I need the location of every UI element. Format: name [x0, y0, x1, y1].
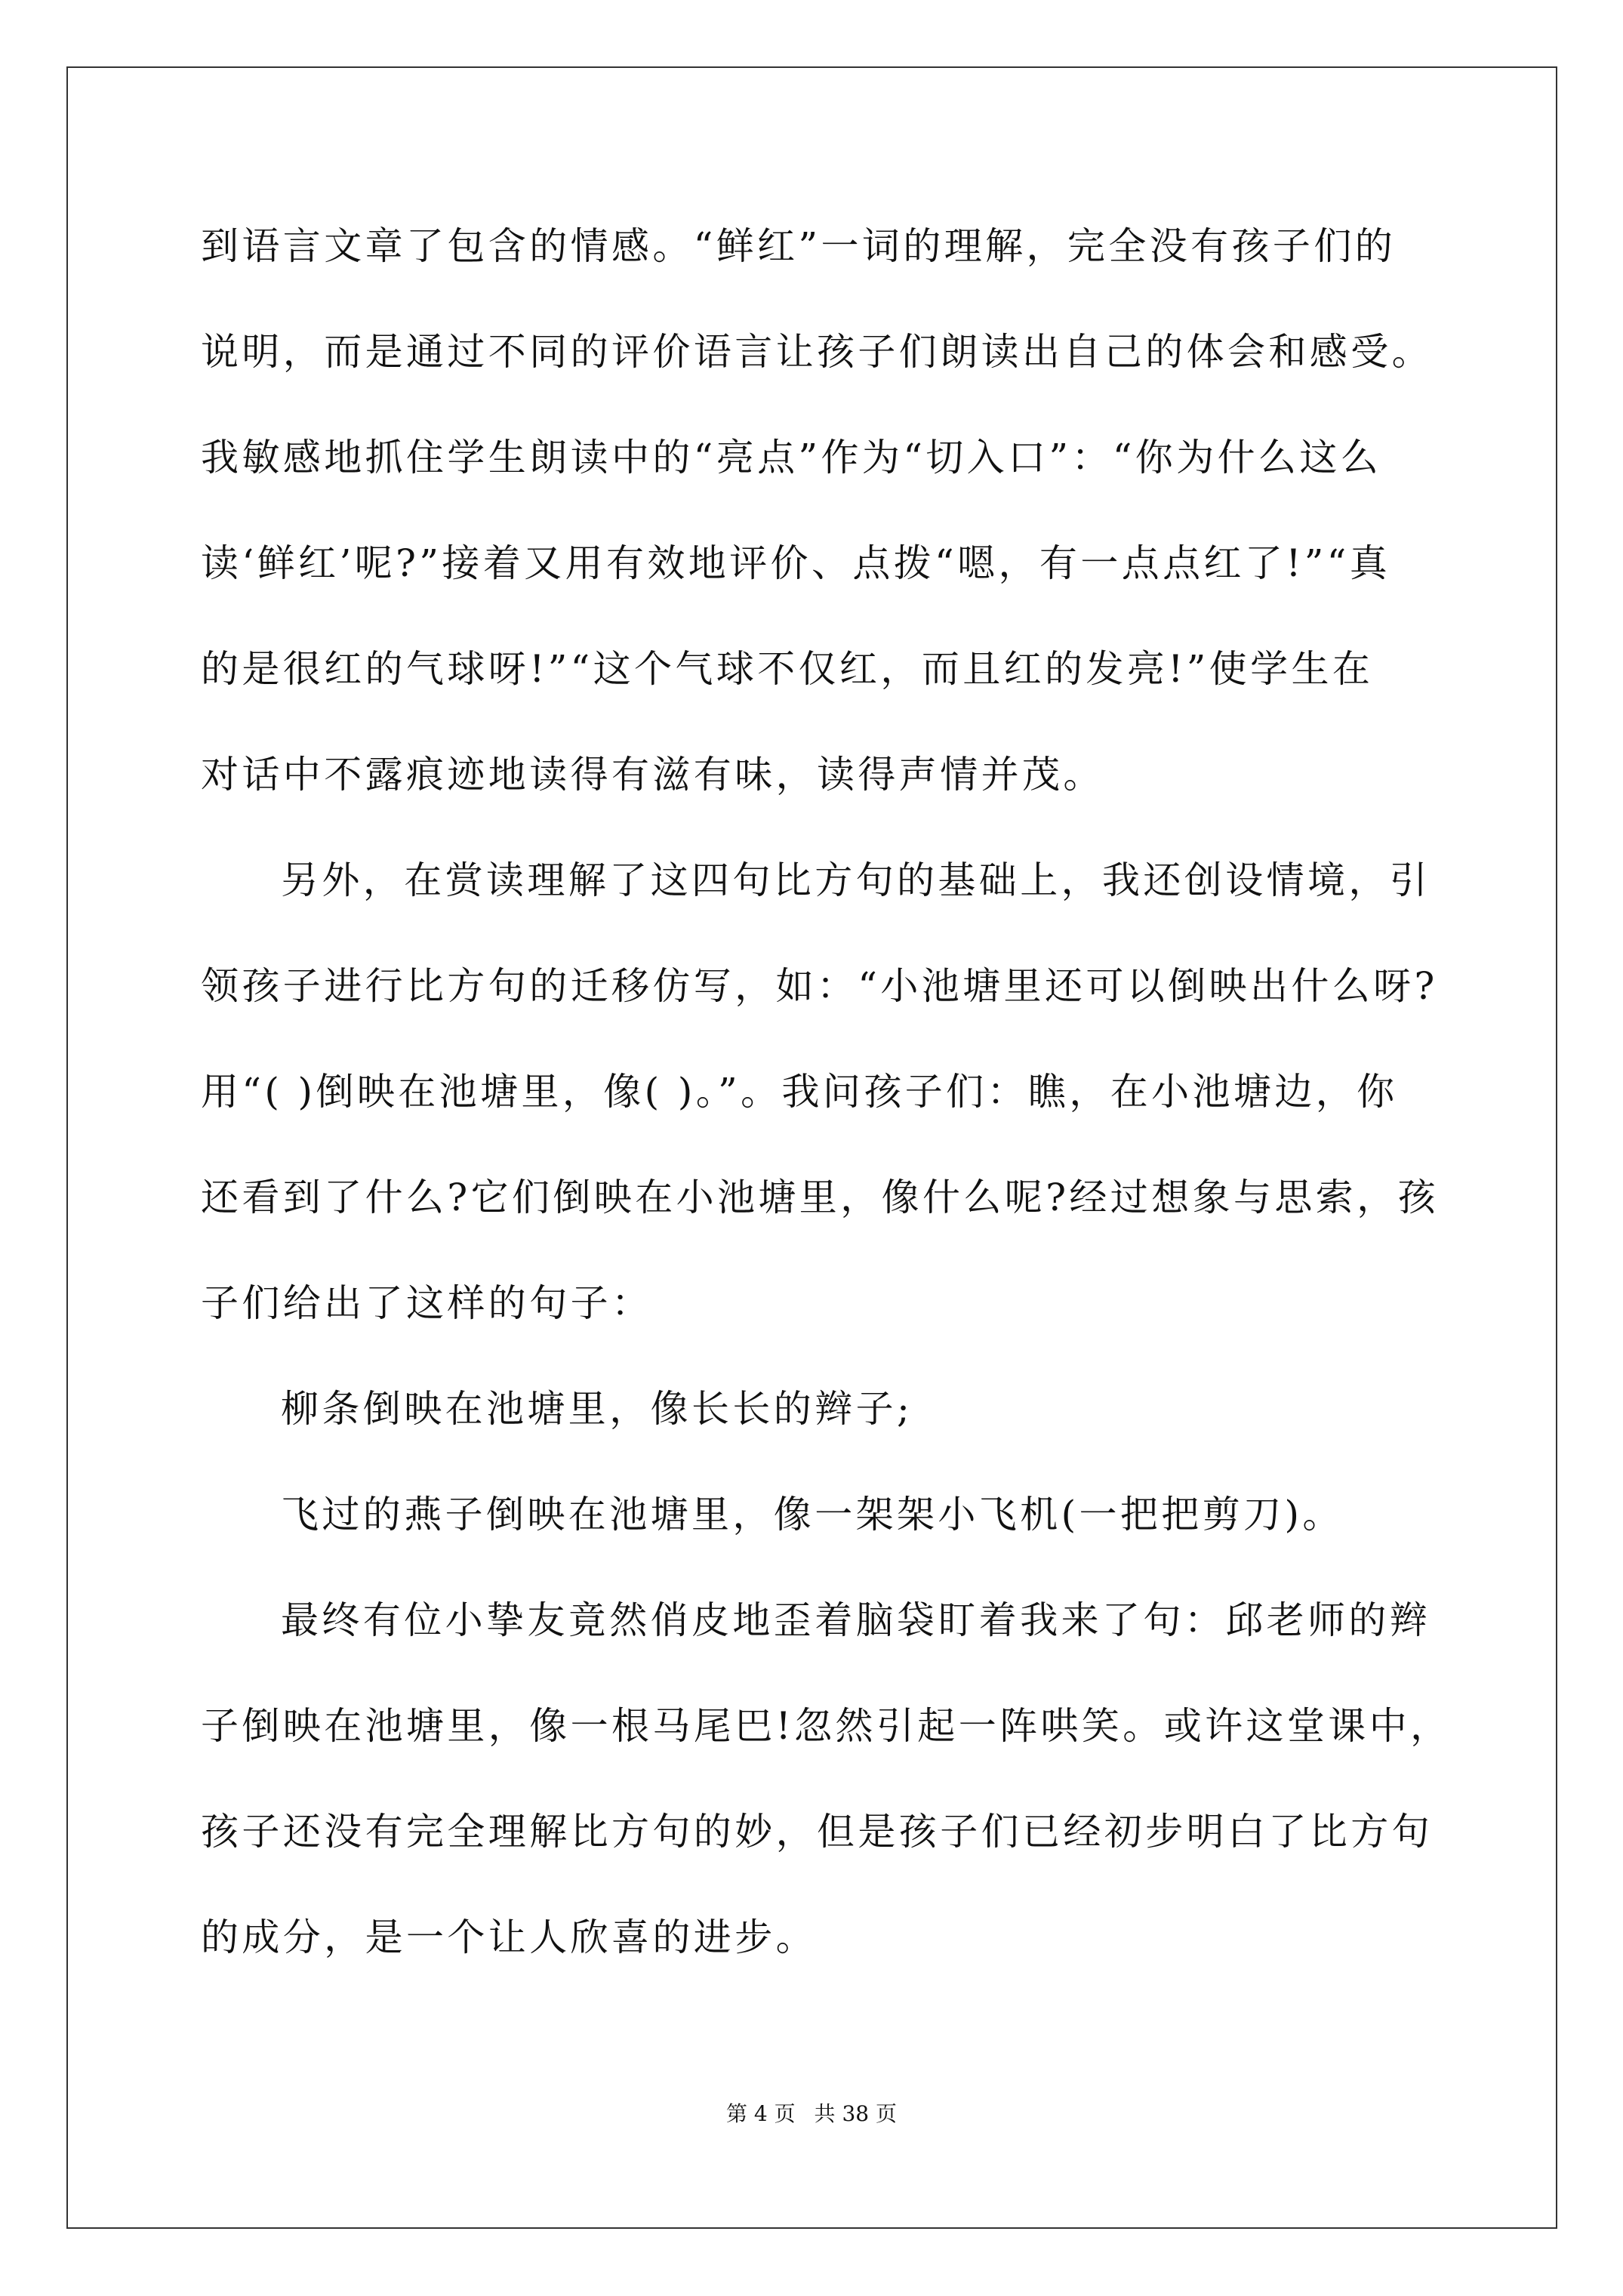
text-line: 说明，而是通过不同的评价语言让孩子们朗读出自己的体会和感受。	[201, 330, 1433, 374]
text-line: 我敏感地抓住学生朗读中的“亮点”作为“切入口”：“你为什么这么	[201, 436, 1382, 479]
text-line: 还看到了什么?它们倒映在小池塘里，像什么呢?经过想象与思索，孩	[201, 1176, 1440, 1219]
text-line: 的成分，是一个让人欣喜的进步。	[201, 1915, 817, 1959]
text-line: 读‘鲜红’呢?”接着又用有效地评价、点拨“嗯，有一点点红了!”“真	[201, 541, 1391, 585]
text-line: 孩子还没有完全理解比方句的妙，但是孩子们已经初步明白了比方句	[201, 1810, 1433, 1854]
text-line: 的是很红的气球呀!”“这个气球不仅红，而且红的发亮!”使学生在	[201, 647, 1374, 691]
text-line: 领孩子进行比方句的迁移仿写，如：“小池塘里还可以倒映出什么呀?	[201, 964, 1438, 1008]
page-footer	[0, 2097, 1623, 2128]
example-sentence: 柳条倒映在池塘里，像长长的辫子;	[281, 1387, 913, 1431]
text-line: 到语言文章了包含的情感。“鲜红”一词的理解，完全没有孩子们的	[201, 224, 1397, 268]
page-total: 共 38 页	[814, 2101, 897, 2126]
text-line: 子倒映在池塘里，像一根马尾巴!忽然引起一阵哄笑。或许这堂课中，	[201, 1704, 1452, 1748]
text-line: 对话中不露痕迹地读得有滋有味，读得声情并茂。	[201, 753, 1104, 797]
paragraph-start-line: 最终有位小挚友竟然俏皮地歪着脑袋盯着我来了句：邱老师的辫	[281, 1598, 1431, 1642]
text-line: 子们给出了这样的句子：	[201, 1281, 653, 1325]
paragraph-start-line: 另外，在赏读理解了这四句比方句的基础上，我还创设情境，引	[281, 858, 1431, 902]
example-sentence: 飞过的燕子倒映在池塘里，像一架架小飞机(一把把剪刀)。	[281, 1493, 1344, 1536]
document-body	[201, 219, 1452, 2016]
text-line: 用“( )倒映在池塘里，像( )。”。我问孩子们：瞧，在小池塘边，你	[201, 1070, 1398, 1114]
page-number: 第 4 页	[726, 2101, 796, 2126]
